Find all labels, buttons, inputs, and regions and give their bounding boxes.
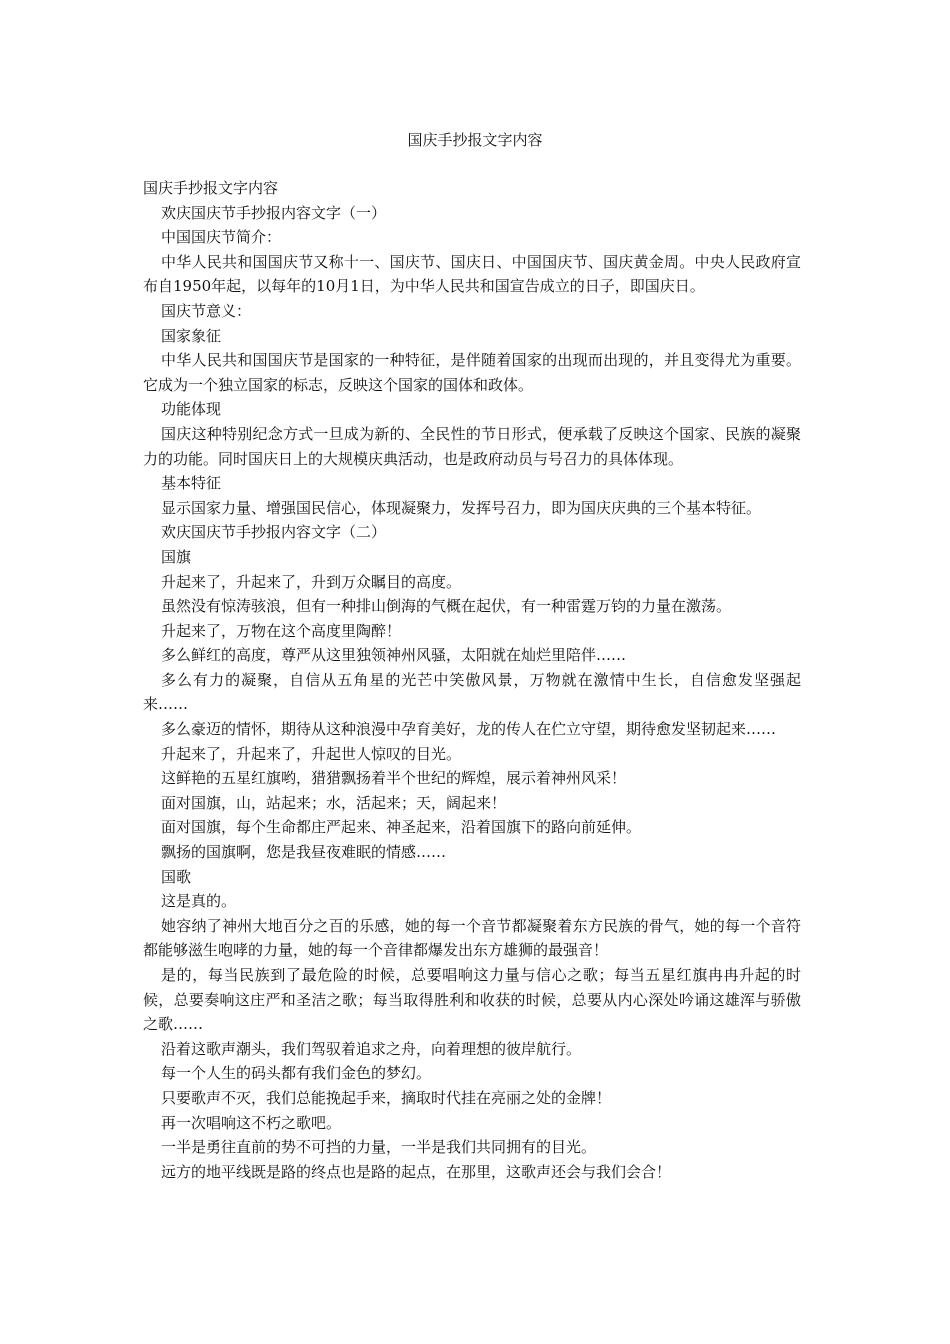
paragraph: 这是真的。 — [161, 892, 237, 911]
paragraph: 只要歌声不灭，我们总能挽起手来，摘取时代挂在亮丽之处的金牌！ — [161, 1088, 612, 1107]
paragraph: 国歌 — [161, 867, 192, 886]
paragraph: 再一次唱响这不朽之歌吧。 — [161, 1113, 342, 1132]
paragraph: 基本特征 — [161, 474, 222, 493]
paragraph: 升起来了，万物在这个高度里陶醉！ — [161, 621, 402, 640]
paragraph-section-2-title: 欢庆国庆节手抄报内容文字（二） — [161, 523, 387, 542]
paragraph: 升起来了，升起来了，升起世人惊叹的目光。 — [161, 744, 462, 763]
paragraph: 国庆节意义： — [161, 301, 252, 320]
paragraph: 这鲜艳的五星红旗哟，猎猎飘扬着半个世纪的辉煌，展示着神州风采！ — [161, 769, 627, 788]
paragraph: 每一个人生的码头都有我们金色的梦幻。 — [161, 1064, 432, 1083]
paragraph: 一半是勇往直前的势不可挡的力量，一半是我们共同拥有的目光。 — [161, 1138, 597, 1157]
paragraph: 面对国旗，每个生命都庄严起来、神圣起来，沿着国旗下的路向前延伸。 — [161, 818, 642, 837]
paragraph: 是的，每当民族到了最危险的时候，总要唱响这力量与信心之歌；每当五星红旗冉冉升起的时候，总要奏响这庄严和圣洁之歌；每当取得胜利和收获的时候，总要从内心深处吟诵这雄浑与骄傲之歌…… — [143, 966, 801, 1034]
paragraph: 国旗 — [161, 547, 192, 566]
paragraph: 中华人民共和国国庆节是国家的一种特征，是伴随着国家的出现而出现的，并且变得尤为重要。它成为一个独立国家的标志，反映这个国家的国体和政体。 — [143, 351, 801, 394]
paragraph: 多么鲜红的高度，尊严从这里独领神州风骚，太阳就在灿烂里陪伴…… — [161, 646, 627, 665]
paragraph: 国家象征 — [161, 326, 222, 345]
paragraph-heading: 国庆手抄报文字内容 — [143, 179, 279, 197]
paragraph: 虽然没有惊涛骇浪，但有一种排山倒海的气概在起伏，有一种雷霆万钧的力量在激荡。 — [161, 597, 732, 616]
paragraph: 沿着这歌声潮头，我们驾驭着追求之舟，向着理想的彼岸航行。 — [161, 1039, 582, 1058]
paragraph-section-1-title: 欢庆国庆节手抄报内容文字（一） — [161, 203, 387, 222]
document-title: 国庆手抄报文字内容 — [407, 131, 543, 149]
paragraph: 升起来了，升起来了，升到万众瞩目的高度。 — [161, 572, 462, 591]
paragraph: 多么有力的凝聚，自信从五角星的光芒中笑傲风景，万物就在激情中生长，自信愈发坚强起来…… — [143, 670, 801, 714]
paragraph: 显示国家力量、增强国民信心，体现凝聚力，发挥号召力，即为国庆庆典的三个基本特征。 — [161, 498, 762, 517]
paragraph: 中国国庆节简介： — [161, 228, 282, 247]
paragraph: 多么豪迈的情怀，期待从这种浪漫中孕育美好，龙的传人在伫立守望，期待愈发坚韧起来…… — [161, 720, 777, 739]
paragraph: 远方的地平线既是路的终点也是路的起点，在那里，这歌声还会与我们会合！ — [161, 1162, 672, 1181]
paragraph: 面对国旗，山，站起来；水，活起来；天，阔起来！ — [161, 793, 507, 812]
paragraph: 国庆这种特别纪念方式一旦成为新的、全民性的节日形式，便承载了反映这个国家、民族的凝聚力的功能。同时国庆日上的大规模庆典活动，也是政府动员与号召力的具体体现。 — [143, 424, 801, 468]
document-body — [143, 176, 801, 1184]
paragraph: 飘扬的国旗啊，您是我昼夜难眠的情感…… — [161, 843, 447, 862]
paragraph: 功能体现 — [161, 400, 222, 419]
paragraph: 她容纳了神州大地百分之百的乐感，她的每一个音节都凝聚着东方民族的骨气，她的每一个音符都能够滋生咆哮的力量，她的每一个音律都爆发出东方雄狮的最强音！ — [143, 916, 801, 960]
paragraph: 中华人民共和国国庆节又称十一、国庆节、国庆日、中国国庆节、国庆黄金周。中央人民政府宣布自1950年起，以每年的10月1日，为中华人民共和国宣告成立的日子，即国庆日。 — [143, 252, 801, 296]
